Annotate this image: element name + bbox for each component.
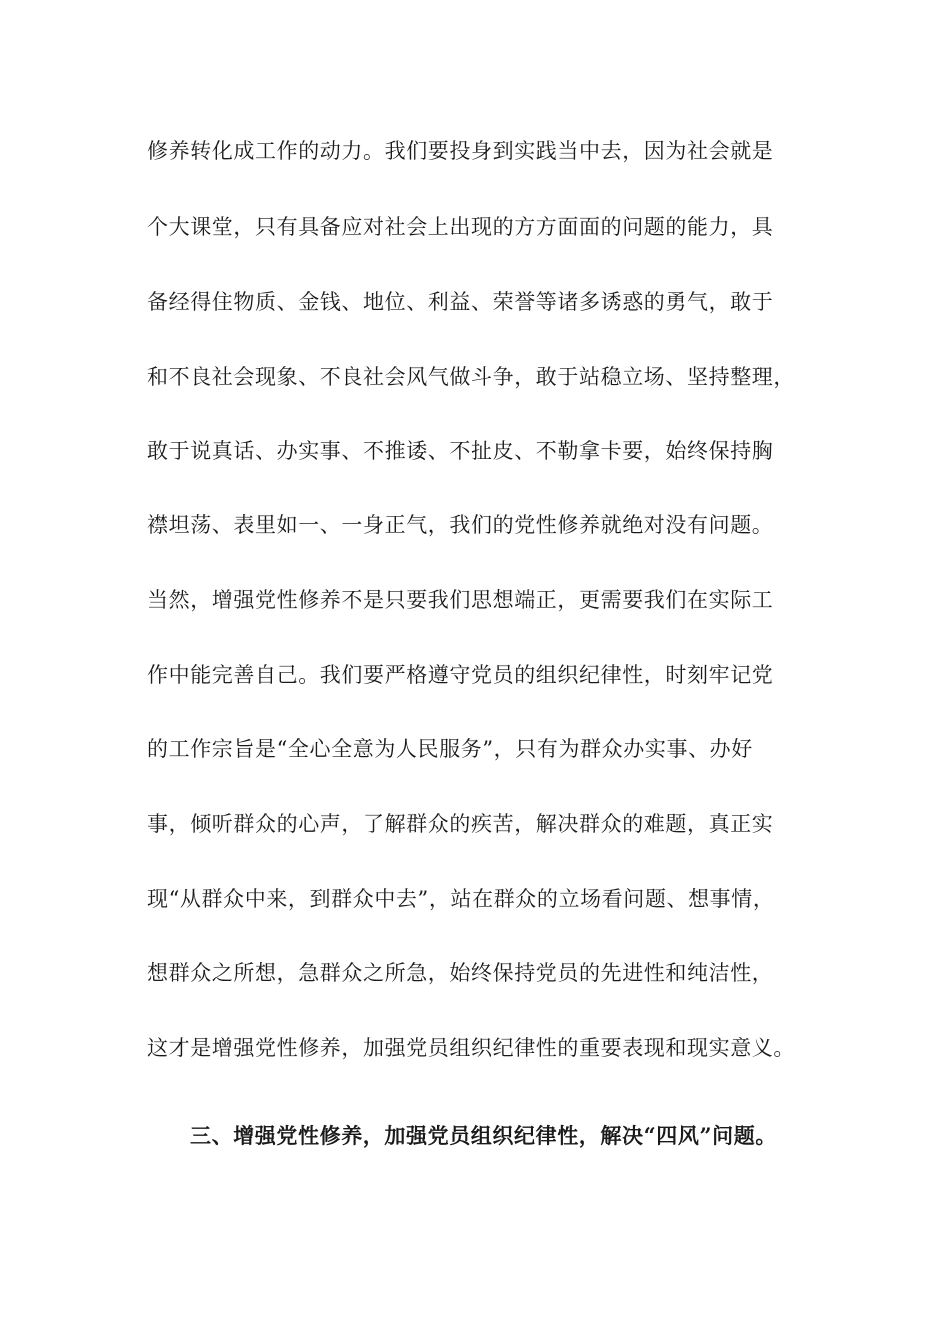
paragraph-line: 敢于说真话、办实事、不推诿、不扯皮、不勒拿卡要，始终保持胸 [147,439,774,463]
paragraph-line: 当然，增强党性修养不是只要我们思想端正，更需要我们在实际工 [147,588,774,612]
paragraph-line: 事，倾听群众的心声，了解群众的疾苦，解决群众的难题，真正实 [147,812,774,836]
paragraph-line: 和不良社会现象、不良社会风气做斗争，敢于站稳立场、坚持整理， [147,365,795,389]
paragraph-line: 修养转化成工作的动力。我们要投身到实践当中去，因为社会就是 [147,139,774,163]
paragraph-line: 想群众之所想，急群众之所急，始终保持党员的先进性和纯洁性， [147,961,774,985]
paragraph-line: 现“从群众中来，到群众中去”，站在群众的立场看问题、想事情， [147,887,775,911]
paragraph-line: 作中能完善自己。我们要严格遵守党员的组织纪律性，时刻牢记党 [147,663,774,687]
paragraph-line: 襟坦荡、表里如一、一身正气，我们的党性修养就绝对没有问题。 [147,513,774,537]
paragraph-line: 备经得住物质、金钱、地位、利益、荣誉等诸多诱惑的勇气，敢于 [147,290,774,314]
paragraph-line: 这才是增强党性修养，加强党员组织纪律性的重要表现和现实意义。 [147,1036,795,1060]
paragraph-line: 个大课堂，只有具备应对社会上出现的方方面面的问题的能力，具 [147,215,774,239]
paragraph-line: 的工作宗旨是“全心全意为人民服务”，只有为群众办实事、办好 [147,737,753,761]
section-heading: 三、增强党性修养，加强党员组织纪律性，解决“四风”问题。 [190,1123,777,1148]
